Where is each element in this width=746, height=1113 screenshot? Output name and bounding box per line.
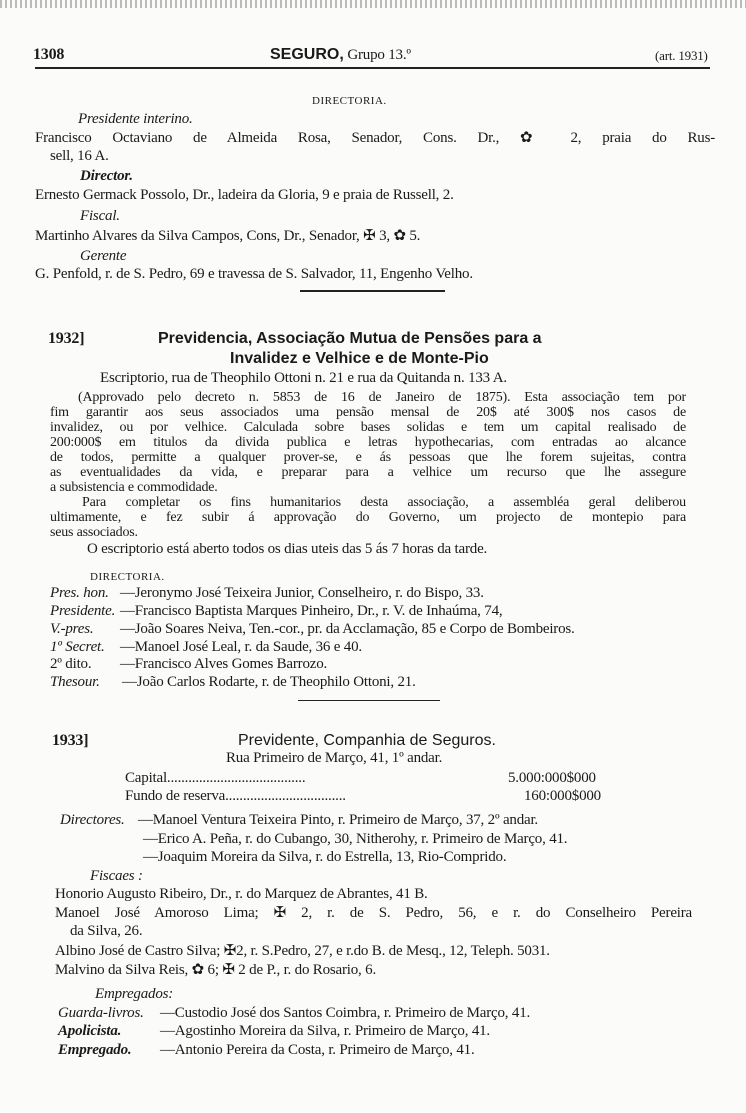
director-entry: —Erico A. Peña, r. do Cubango, 30, Nitherohy, r. Primeiro de Março, 41. (143, 831, 568, 847)
entry-line: Martinho Alvares da Silva Campos, Cons, Dr., Senador, ✠ 3, ✿ 5. (35, 228, 421, 244)
article-title: Invalidez e Velhice e de Monte-Pio (230, 350, 489, 367)
entry-line: sell, 16 A. (50, 148, 109, 164)
role-label: Director. (80, 168, 133, 184)
role-label: Fiscaes : (90, 868, 143, 884)
paragraph-line: seus associados. (50, 525, 138, 540)
article-number: 1932] (48, 330, 85, 347)
employee-entry: —Custodio José dos Santos Coimbra, r. Primeiro de Março, 41. (160, 1005, 531, 1021)
capital-label: Capital....................................... (125, 770, 306, 786)
member-entry: —Manoel José Leal, r. da Saude, 36 e 40. (120, 639, 362, 655)
employee-entry: —Antonio Pereira da Costa, r. Primeiro de Março, 41. (160, 1042, 475, 1058)
fiscal-entry: Manoel José Amoroso Lima; ✠ 2, r. de S. Pedro, 56, e r. do Conselheiro Pereira (55, 905, 692, 921)
section-divider (300, 290, 445, 292)
paragraph-line: (Approvado pelo decreto n. 5853 de 16 de Janeiro de 1875). Esta associação tem por (78, 390, 686, 405)
role-label: Thesour. (50, 674, 100, 690)
role-label: Empregados: (95, 986, 174, 1002)
capital-value: 5.000:000$000 (508, 770, 596, 786)
role-label: 1º Secret. (50, 639, 105, 655)
member-entry: —Francisco Baptista Marques Pinheiro, Dr., r. V. de Inhaúma, 74, (120, 603, 503, 619)
paragraph-line: ultimamente, e fez subir á approvação do Governo, um projecto de montepio para (50, 510, 686, 525)
fiscal-entry: da Silva, 26. (70, 923, 143, 939)
role-label: Presidente. (50, 603, 116, 619)
role-label: Apolicista. (58, 1023, 122, 1039)
paragraph-line: de todos, permitte a qualquer prover-se, e ás pessoas que lhe forem sujeitas, contra (50, 450, 686, 465)
article-title: Previdencia, Associação Mutua de Pensões para a (158, 330, 542, 347)
address: Escriptorio, rua de Theophilo Ottoni n. 21 e rua da Quitanda n. 133 A. (100, 370, 507, 386)
entry-line: G. Penfold, r. de S. Pedro, 69 e travessa de S. Salvador, 11, Engenho Velho. (35, 266, 473, 282)
article-title: Previdente, Companhia de Seguros. (238, 732, 496, 749)
paragraph-line: fim garantir aos seus associados uma pensão mensal de 20$ até 300$ nos casos de (50, 405, 686, 420)
entry-line: Ernesto Germack Possolo, Dr., ladeira da Gloria, 9 e praia de Russell, 2. (35, 187, 454, 203)
employee-entry: —Agostinho Moreira da Silva, r. Primeiro de Março, 41. (160, 1023, 490, 1039)
fiscal-entry: Malvino da Silva Reis, ✿ 6; ✠ 2 de P., r. do Rosario, 6. (55, 962, 377, 978)
member-entry: —João Soares Neiva, Ten.-cor., pr. da Acclamação, 85 e Corpo de Bombeiros. (120, 621, 575, 637)
directoria-heading: DIRECTORIA. (90, 571, 165, 583)
directoria-heading: DIRECTORIA. (312, 95, 387, 107)
scan-edge-noise (0, 0, 746, 8)
role-label: Empregado. (58, 1042, 132, 1058)
role-label: Pres. hon. (50, 585, 109, 601)
role-label: V.-pres. (50, 621, 94, 637)
entry-line: Francisco Octaviano de Almeida Rosa, Senador, Cons. Dr., ✿ 2, praia do Rus- (35, 130, 715, 146)
role-label: Guarda-livros. (58, 1005, 144, 1021)
article-number: 1933] (52, 732, 89, 749)
reserve-label: Fundo de reserva.................................. (125, 788, 346, 804)
paragraph-line: 200:000$ em titulos da divida publica e letras hypothecarias, com entradas ao alcance (50, 435, 686, 450)
director-entry: —Manoel Ventura Teixeira Pinto, r. Primeiro de Março, 37, 2º andar. (138, 812, 538, 828)
paragraph-line: invalidez, ou por velhice. Calculada sobre bases solidas e tem um capital realisado de (50, 420, 686, 435)
reserve-value: 160:000$000 (524, 788, 601, 804)
address: Rua Primeiro de Março, 41, 1º andar. (226, 750, 443, 766)
member-entry: —João Carlos Rodarte, r. de Theophilo Ottoni, 21. (122, 674, 416, 690)
group-label: Grupo 13.º (347, 47, 411, 63)
role-label: Directores. (60, 812, 125, 828)
member-entry: —Jeronymo José Teixeira Junior, Conselheiro, r. do Bispo, 33. (120, 585, 484, 601)
running-head (270, 46, 411, 64)
role-label: Presidente interino. (78, 111, 193, 127)
role-label: Gerente (80, 248, 127, 264)
page-number: 1308 (33, 46, 65, 63)
section-divider (298, 700, 440, 701)
role-label: Fiscal. (80, 208, 120, 224)
fiscal-entry: Honorio Augusto Ribeiro, Dr., r. do Marquez de Abrantes, 41 B. (55, 886, 428, 902)
role-label: 2º dito. (50, 656, 92, 672)
director-entry: —Joaquim Moreira da Silva, r. do Estrella, 13, Rio-Comprido. (143, 849, 507, 865)
header-rule (35, 67, 710, 69)
article-ref: (art. 1931) (655, 48, 708, 63)
paragraph-line: Para completar os fins humanitarios desta associação, a assembléa geral deliberou (82, 495, 686, 510)
fiscal-entry: Albino José de Castro Silva; ✠2, r. S.Pedro, 27, e r.do B. de Mesq., 12, Teleph. 5031. (55, 943, 550, 959)
paragraph-line: as eventualidades da vida, e preparar para a velhice um recurso que lhe assegure (50, 465, 686, 480)
section-title: SEGURO, (270, 46, 344, 63)
member-entry: —Francisco Alves Gomes Barrozo. (120, 656, 328, 672)
paragraph-line: a subsistencia e commodidade. (50, 480, 218, 495)
office-hours: O escriptorio está aberto todos os dias uteis das 5 ás 7 horas da tarde. (87, 541, 488, 557)
